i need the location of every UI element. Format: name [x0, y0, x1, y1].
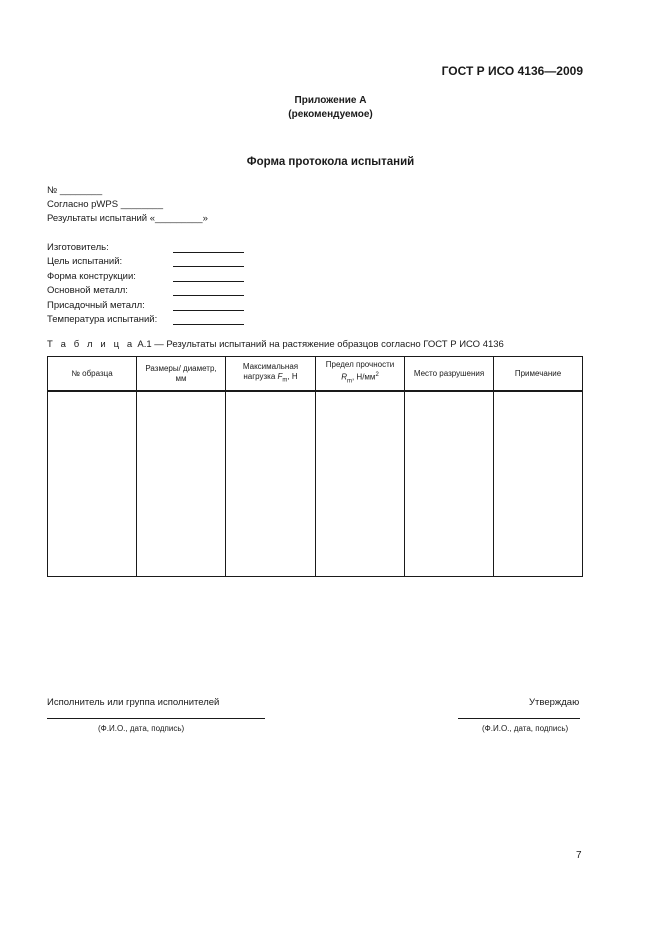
filler-metal-line — [173, 309, 244, 311]
pwps-field: Согласно pWPS ________ — [47, 199, 163, 210]
protocol-number-field: № ________ — [47, 185, 103, 196]
page-number: 7 — [576, 850, 582, 861]
test-purpose-line — [173, 265, 244, 267]
form-title: Форма протокола испытаний — [246, 156, 415, 168]
test-temperature-label: Температура испытаний: — [47, 314, 158, 325]
table-cell — [494, 391, 583, 577]
col-fracture-location: Место разрушения — [405, 357, 494, 392]
approver-signature-line — [458, 717, 580, 719]
filler-metal-label: Присадочный металл: — [47, 300, 145, 311]
base-metal-label: Основной металл: — [47, 285, 128, 296]
test-purpose-label: Цель испытаний: — [47, 256, 123, 267]
table-caption — [47, 339, 504, 350]
col-tensile-strength: Предел прочности $R_m$, $Н/мм^2$ — [316, 357, 405, 392]
results-table — [47, 356, 583, 577]
annex-title: Приложение А — [294, 95, 367, 106]
col-dimensions: Размеры/ диаметр, мм — [137, 357, 226, 392]
performer-hint: (Ф.И.О., дата, подпись) — [98, 724, 185, 733]
annex-status: (рекомендуемое) — [288, 109, 373, 120]
table-cell — [316, 391, 405, 577]
table-header-row — [48, 357, 583, 392]
table-caption-text: А.1 — Результаты испытаний на растяжение образцов согласно ГОСТ Р ИСО 4136 — [134, 339, 504, 350]
annex-heading — [0, 94, 661, 122]
table-cell — [405, 391, 494, 577]
manufacturer-line — [173, 251, 244, 253]
table-cell — [48, 391, 137, 577]
performer-signature-line — [47, 717, 265, 719]
test-temperature-line — [173, 323, 244, 325]
construction-form-label: Форма конструкции: — [47, 271, 136, 282]
standard-number: ГОСТ Р ИСО 4136—2009 — [441, 64, 583, 78]
table-caption-prefix: Т а б л и ц а — [47, 339, 135, 350]
table-cell — [137, 391, 226, 577]
col-note: Примечание — [494, 357, 583, 392]
approver-hint: (Ф.И.О., дата, подпись) — [482, 724, 569, 733]
col-sample-number: № образца — [48, 357, 137, 392]
approver-title: Утверждаю — [529, 697, 580, 708]
table-row — [48, 391, 583, 577]
results-field: Результаты испытаний «_________» — [47, 213, 208, 224]
manufacturer-label: Изготовитель: — [47, 242, 109, 253]
base-metal-line — [173, 294, 244, 296]
col-max-load: Максимальная нагрузка $F_m$, Н — [226, 357, 316, 392]
table-cell — [226, 391, 316, 577]
performer-title: Исполнитель или группа исполнителей — [47, 697, 220, 708]
construction-form-line — [173, 280, 244, 282]
